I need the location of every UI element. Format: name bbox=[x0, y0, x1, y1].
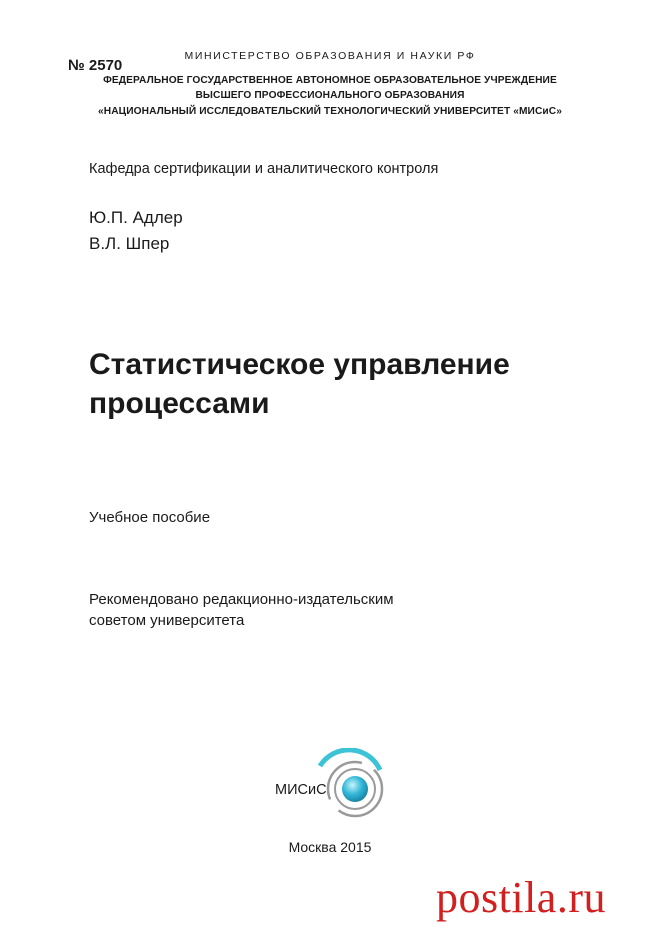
city-year: Москва 2015 bbox=[288, 839, 372, 855]
institution-line-3: «НАЦИОНАЛЬНЫЙ ИССЛЕДОВАТЕЛЬСКИЙ ТЕХНОЛОГИЧЕСКИЙ УНИВЕРСИТЕТ «МИСиС» bbox=[97, 106, 563, 117]
logo-arc bbox=[320, 750, 380, 770]
book-title: Статистическое управление процессами bbox=[89, 348, 510, 420]
recommendation-line-2: советом университета bbox=[89, 612, 245, 629]
recommendation bbox=[89, 589, 489, 631]
author-2: В.Л. Шпер bbox=[89, 234, 170, 253]
ministry-line: МИНИСТЕРСТВО ОБРАЗОВАНИЯ И НАУКИ РФ bbox=[184, 50, 476, 62]
department: Кафедра сертификации и аналитического контроля bbox=[89, 161, 439, 177]
document-number: № 2570 bbox=[68, 57, 123, 74]
logo-text: МИСиС bbox=[275, 782, 327, 798]
logo-sphere bbox=[342, 776, 368, 802]
watermark: postila.ru bbox=[436, 873, 606, 922]
author-1: Ю.П. Адлер bbox=[89, 208, 183, 227]
institution-line-2: ВЫСШЕГО ПРОФЕССИОНАЛЬНОГО ОБРАЗОВАНИЯ bbox=[195, 90, 465, 101]
institution-line-1: ФЕДЕРАЛЬНОЕ ГОСУДАРСТВЕННОЕ АВТОНОМНОЕ ОБРАЗОВАТЕЛЬНОЕ УЧРЕЖДЕНИЕ bbox=[103, 75, 557, 86]
publication-type: Учебное пособие bbox=[89, 509, 211, 526]
recommendation-line-1: Рекомендовано редакционно-издательским bbox=[89, 591, 394, 608]
